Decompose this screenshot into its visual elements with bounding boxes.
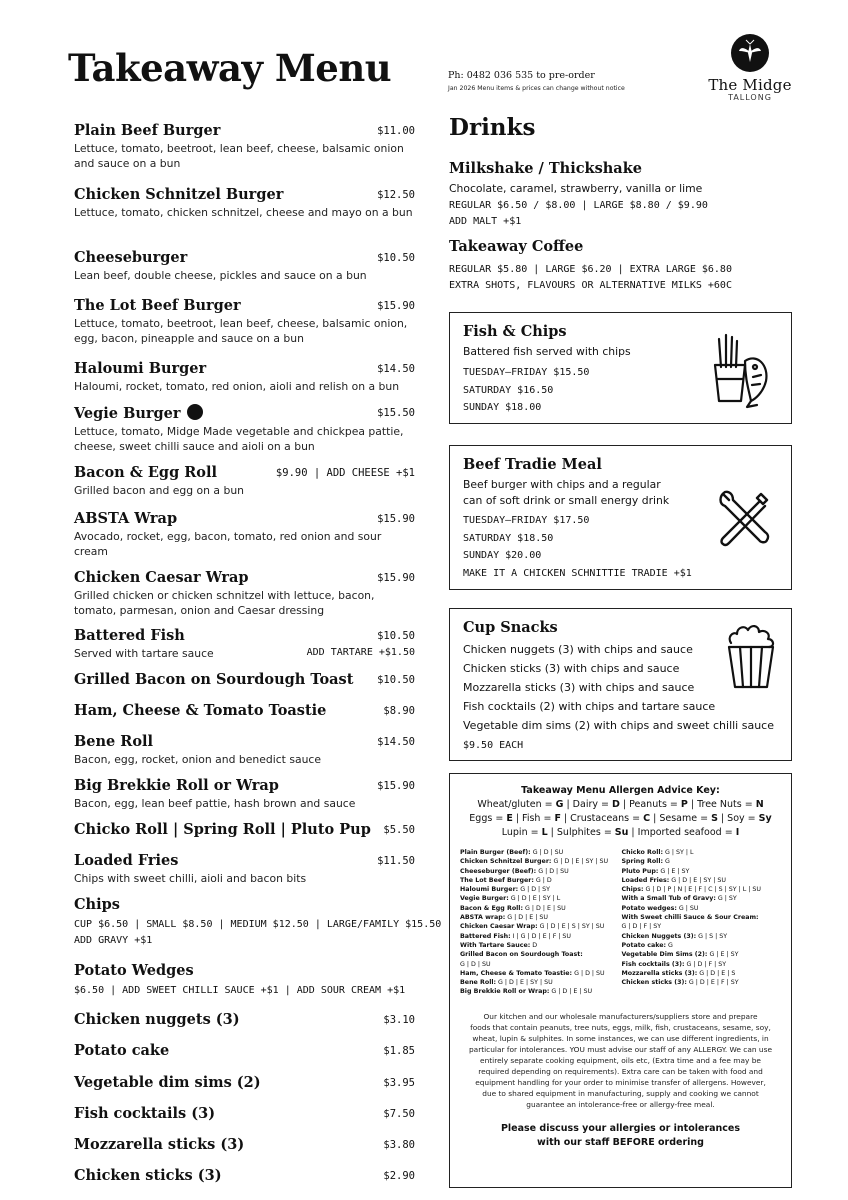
warning-line: with our staff BEFORE ordering bbox=[537, 1136, 704, 1148]
allergen-title: Takeaway Menu Allergen Advice Key: bbox=[521, 785, 720, 796]
allergen-row: Chicko Roll: G | SY | L bbox=[621, 849, 694, 856]
allergen-key-line: Wheat/gluten = G | Dairy = D | Peanuts = P | Tree Nuts = N bbox=[477, 799, 764, 810]
allergen-row: Spring Roll: G bbox=[621, 858, 670, 866]
item-name: Chicken nuggets (3) bbox=[74, 1011, 240, 1028]
allergen-key-line: Eggs = E | Fish = F | Crustaceans = C | Sesame = S | Soy = Sy bbox=[469, 813, 772, 824]
phone-number: Ph: 0482 036 535 to pre-order bbox=[448, 70, 595, 81]
fish-chips-box bbox=[449, 312, 792, 424]
item-addon-price: ADD TARTARE +$1.50 bbox=[306, 647, 415, 658]
item-name: The Lot Beef Burger bbox=[74, 297, 241, 314]
menu-item bbox=[74, 896, 442, 949]
menu-item bbox=[74, 1167, 436, 1185]
item-price: $9.90 | ADD CHEESE +$1 bbox=[275, 467, 415, 479]
item-name: Potato Wedges bbox=[74, 962, 194, 979]
item-price: $10.50 bbox=[377, 630, 415, 642]
item-description: Lettuce, tomato, chicken schnitzel, cheese and mayo on a bun bbox=[74, 206, 413, 219]
item-description: Lean beef, double cheese, pickles and sauce on a bun bbox=[74, 269, 367, 282]
item-name: Vegetable dim sims (2) bbox=[74, 1074, 261, 1091]
midge-logo-icon bbox=[731, 34, 769, 72]
drink-prices: REGULAR $5.80 | LARGE $6.20 | EXTRA LARGE $6.80 bbox=[449, 264, 732, 275]
notice-line: guarantee an intolerance-free or allergy-free meal. bbox=[526, 1099, 715, 1109]
item-name: Bene Roll bbox=[74, 733, 154, 750]
notice-line: wheat, lupin & sulphites. In some instances, we can use different ingredients, in bbox=[472, 1033, 769, 1043]
item-price: $2.90 bbox=[383, 1170, 415, 1182]
allergen-row: Potato cake: G bbox=[621, 941, 673, 949]
allergen-row: With a Small Tub of Gravy: G | SY bbox=[621, 895, 737, 903]
box-title: Fish & Chips bbox=[463, 323, 567, 340]
menu-item bbox=[74, 464, 436, 498]
notice-line: particular for intolerances. YOU must advise our staff of any ALLERGY. We can use bbox=[468, 1044, 773, 1054]
allergen-row: Bene Roll: G | D | E | SY | SU bbox=[460, 979, 553, 987]
allergen-row: Haloumi Burger: G | D | SY bbox=[460, 886, 551, 894]
snack-price: $9.50 EACH bbox=[463, 740, 524, 751]
item-description: Chips with sweet chilli, aioli and bacon bits bbox=[74, 872, 307, 885]
allergen-row: Chips: G | D | P | N | E | F | C | S | SY | L | SU bbox=[621, 886, 761, 894]
allergen-row: With Sweet chilli Sauce & Sour Cream: bbox=[621, 914, 759, 922]
box-description: Battered fish served with chips bbox=[463, 345, 631, 358]
item-price: $14.50 bbox=[377, 363, 415, 375]
price-line: SATURDAY $16.50 bbox=[463, 384, 554, 396]
allergen-row: Cheeseburger (Beef): G | D | SU bbox=[460, 867, 569, 875]
popcorn-icon bbox=[725, 623, 777, 693]
item-price: $5.50 bbox=[383, 824, 415, 836]
notice-line: equipment handling for your order to minimise transfer of allergens. However, bbox=[475, 1077, 766, 1087]
list-item: Mozzarella sticks (3) with chips and sauce bbox=[463, 681, 695, 694]
allergen-column-right bbox=[622, 848, 784, 997]
price-line: SUNDAY $20.00 bbox=[463, 550, 542, 561]
notice-line: foods that contain peanuts, tree nuts, eggs, milk, fish, crustaceans, sesame, soy, bbox=[470, 1022, 771, 1032]
allergen-row: Vegetable Dim Sims (2): G | E | SY bbox=[621, 951, 739, 959]
item-description: Served with tartare sauce bbox=[74, 647, 214, 660]
item-price: $3.80 bbox=[383, 1139, 415, 1151]
menu-item bbox=[74, 671, 436, 689]
item-description: Bacon, egg, rocket, onion and benedict sauce bbox=[74, 753, 322, 766]
logo-name: The Midge bbox=[708, 76, 792, 94]
warning-line: Please discuss your allergies or intolerances bbox=[500, 1122, 741, 1134]
item-price: $15.90 bbox=[377, 780, 415, 792]
menu-item bbox=[74, 1105, 436, 1123]
drink-description: Chocolate, caramel, strawberry, vanilla or lime bbox=[449, 182, 703, 195]
box-title: Cup Snacks bbox=[463, 619, 558, 636]
allergen-row: Chicken Schnitzel Burger: G | D | E | SY | SU bbox=[460, 858, 609, 866]
price-line: TUESDAY–FRIDAY $17.50 bbox=[463, 515, 590, 526]
allergen-row: With Tartare Sauce: D bbox=[460, 941, 538, 949]
item-price: $15.90 bbox=[377, 572, 415, 584]
vegie-leaf-icon bbox=[187, 404, 203, 420]
item-name: Mozzarella sticks (3) bbox=[74, 1136, 245, 1153]
allergen-row: Potato wedges: G | SU bbox=[621, 904, 699, 912]
item-description: Bacon, egg, lean beef pattie, hash brown and sauce bbox=[74, 797, 356, 810]
allergen-table bbox=[458, 848, 783, 997]
item-price-options: CUP $6.50 | SMALL $8.50 | MEDIUM $12.50 | LARGE/FAMILY $15.50 bbox=[74, 919, 442, 930]
price-line: MAKE IT A CHICKEN SCHNITTIE TRADIE +$1 bbox=[463, 567, 692, 579]
allergen-row: Bacon & Egg Roll: G | D | E | SU bbox=[460, 904, 566, 912]
allergen-key-line: Lupin = L | Sulphites = Su | Imported seafood = I bbox=[501, 827, 740, 838]
allergen-notice bbox=[458, 1011, 783, 1110]
menu-item bbox=[74, 360, 436, 394]
menu-item bbox=[74, 852, 436, 886]
item-name: Vegie Burger bbox=[74, 405, 181, 422]
menu-item bbox=[74, 297, 436, 346]
allergen-row: The Lot Beef Burger: G | D bbox=[460, 876, 552, 884]
tools-icon bbox=[715, 488, 773, 552]
item-price: $1.85 bbox=[383, 1045, 415, 1057]
item-description: Lettuce, tomato, beetroot, lean beef, cheese, balsamic onion, egg, bacon, pineapple and sauce on a bun bbox=[74, 317, 408, 345]
cup-snacks-box bbox=[449, 608, 792, 761]
list-item: Chicken nuggets (3) with chips and sauce bbox=[463, 643, 693, 656]
allergen-column-left bbox=[460, 848, 622, 997]
notice-line: due to shared equipment in manufacturing, supply and cooking we cannot bbox=[482, 1088, 759, 1098]
logo bbox=[700, 34, 800, 102]
item-name: Bacon & Egg Roll bbox=[74, 464, 217, 481]
drink-coffee bbox=[449, 238, 799, 294]
menu-item bbox=[74, 821, 436, 839]
drink-milkshake bbox=[449, 160, 799, 230]
item-price: $8.90 bbox=[383, 705, 415, 717]
allergen-row: Chicken Caesar Wrap: G | D | E | S | SY | SU bbox=[460, 923, 605, 931]
list-item: Chicken sticks (3) with chips and sauce bbox=[463, 662, 680, 675]
menu-item bbox=[74, 1011, 436, 1029]
notice-line: Our kitchen and our wholesale manufacturers/suppliers store and prepare bbox=[483, 1011, 758, 1021]
drink-addon: EXTRA SHOTS, FLAVOURS OR ALTERNATIVE MILKS +60C bbox=[449, 280, 732, 291]
item-name: Chips bbox=[74, 896, 120, 913]
item-name: Haloumi Burger bbox=[74, 360, 207, 377]
notice-line: required depending on requirements). Extra care can be taken with food and bbox=[478, 1066, 763, 1076]
menu-item bbox=[74, 962, 436, 999]
price-notice: Jan 2026 Menu items & prices can change without notice bbox=[448, 85, 625, 92]
item-name: Chicko Roll | Spring Roll | Pluto Pup bbox=[74, 821, 371, 838]
allergen-row: Plain Burger (Beef): G | D | SU bbox=[460, 849, 564, 856]
allergen-row: Chicken sticks (3): G | D | E | F | SY bbox=[621, 979, 739, 987]
item-price: $15.90 bbox=[377, 300, 415, 312]
menu-item bbox=[74, 404, 436, 454]
menu-item bbox=[74, 249, 436, 283]
menu-item bbox=[74, 1074, 436, 1092]
allergen-row: Pluto Pup: G | E | SY bbox=[621, 867, 690, 875]
item-name: Fish cocktails (3) bbox=[74, 1105, 216, 1122]
item-price: $3.10 bbox=[383, 1014, 415, 1026]
item-price: $15.50 bbox=[377, 407, 415, 419]
drink-name: Milkshake / Thickshake bbox=[449, 160, 642, 177]
drinks-heading: Drinks bbox=[449, 114, 536, 141]
menu-item bbox=[74, 777, 436, 811]
allergen-row: Grilled Bacon on Sourdough Toast: bbox=[460, 951, 583, 959]
allergen-advice-box bbox=[449, 773, 792, 1188]
allergen-row: Fish cocktails (3): G | D | F | SY bbox=[621, 960, 727, 968]
item-price: $10.50 bbox=[377, 252, 415, 264]
allergen-row: Battered Fish: I | G | D | E | F | SU bbox=[460, 932, 572, 940]
item-name: Cheeseburger bbox=[74, 249, 188, 266]
item-price: $3.95 bbox=[383, 1077, 415, 1089]
item-price: $12.50 bbox=[377, 189, 415, 201]
box-description: can of soft drink or small energy drink bbox=[463, 494, 670, 507]
menu-item bbox=[74, 510, 436, 559]
item-price: $7.50 bbox=[383, 1108, 415, 1120]
menu-item bbox=[74, 702, 436, 720]
item-price: $15.90 bbox=[377, 513, 415, 525]
item-name: Plain Beef Burger bbox=[74, 122, 221, 139]
box-description: Beef burger with chips and a regular bbox=[463, 478, 661, 491]
notice-line: entirely separate cooking equipment, oils etc, (Extra time and a fee may be bbox=[480, 1055, 761, 1065]
menu-item bbox=[74, 122, 436, 171]
list-item: Fish cocktails (2) with chips and tartare sauce bbox=[463, 700, 716, 713]
item-description: Grilled chicken or chicken schnitzel with lettuce, bacon, tomato, parmesan, onion and Caesar dressing bbox=[74, 589, 375, 617]
item-name: Chicken Schnitzel Burger bbox=[74, 186, 284, 203]
item-description: Grilled bacon and egg on a bun bbox=[74, 484, 245, 497]
item-description: Lettuce, tomato, Midge Made vegetable and chickpea pattie, cheese, sweet chilli sauce and aioli on a bun bbox=[74, 425, 404, 453]
item-name: Potato cake bbox=[74, 1042, 170, 1059]
allergen-row: Ham, Cheese & Tomato Toastie: G | D | SU bbox=[460, 969, 605, 977]
price-line: TUESDAY–FRIDAY $15.50 bbox=[463, 367, 590, 378]
drink-name: Takeaway Coffee bbox=[449, 238, 584, 255]
allergen-row: G | D | F | SY bbox=[621, 923, 662, 931]
item-description: Lettuce, tomato, beetroot, lean beef, cheese, balsamic onion and sauce on a bun bbox=[74, 142, 404, 170]
item-name: Big Brekkie Roll or Wrap bbox=[74, 777, 279, 794]
item-name: Battered Fish bbox=[74, 627, 185, 644]
item-name: Loaded Fries bbox=[74, 852, 179, 869]
fish-and-chips-icon bbox=[711, 331, 775, 413]
item-description: Haloumi, rocket, tomato, red onion, aioli and relish on a bun bbox=[74, 380, 400, 393]
drink-prices: REGULAR $6.50 / $8.00 | LARGE $8.80 / $9.90 bbox=[449, 200, 708, 211]
item-price: $14.50 bbox=[377, 736, 415, 748]
allergen-row: G | D | SU bbox=[460, 960, 491, 968]
price-line: SATURDAY $18.50 bbox=[463, 532, 554, 544]
item-name: Grilled Bacon on Sourdough Toast bbox=[74, 671, 354, 688]
list-item: Vegetable dim sims (2) with chips and sweet chilli sauce bbox=[463, 719, 774, 732]
allergen-row: Mozzarella sticks (3): G | D | E | S bbox=[621, 969, 736, 977]
item-price: $10.50 bbox=[377, 674, 415, 686]
menu-item bbox=[74, 733, 436, 767]
menu-item bbox=[74, 1042, 436, 1060]
allergen-row: Chicken Nuggets (3): G | S | SY bbox=[621, 932, 728, 940]
allergen-warning bbox=[458, 1122, 783, 1150]
item-price-options: $6.50 | ADD SWEET CHILLI SAUCE +$1 | ADD SOUR CREAM +$1 bbox=[74, 985, 406, 996]
beef-tradie-box bbox=[449, 445, 792, 590]
box-title: Beef Tradie Meal bbox=[463, 456, 602, 473]
allergen-row: Big Brekkie Roll or Wrap: G | D | E | SU bbox=[460, 988, 593, 996]
item-name: Ham, Cheese & Tomato Toastie bbox=[74, 702, 327, 719]
item-description: Avocado, rocket, egg, bacon, tomato, red onion and sour cream bbox=[74, 530, 382, 558]
allergen-row: ABSTA wrap: G | D | E | SU bbox=[460, 914, 548, 922]
item-price: $11.00 bbox=[377, 125, 415, 137]
menu-item bbox=[74, 569, 436, 618]
menu-item bbox=[74, 1136, 436, 1154]
drink-addon: ADD MALT +$1 bbox=[449, 216, 522, 227]
item-name: ABSTA Wrap bbox=[74, 510, 178, 527]
item-addon-price: ADD GRAVY +$1 bbox=[74, 935, 153, 946]
page-title: Takeaway Menu bbox=[68, 46, 392, 90]
allergen-row: Vegie Burger: G | D | E | SY | L bbox=[460, 895, 561, 903]
item-name: Chicken Caesar Wrap bbox=[74, 569, 249, 586]
logo-location: TALLONG bbox=[728, 93, 772, 102]
menu-item bbox=[74, 627, 436, 661]
item-price: $11.50 bbox=[377, 855, 415, 867]
menu-item bbox=[74, 186, 436, 220]
item-name: Chicken sticks (3) bbox=[74, 1167, 222, 1184]
price-line: SUNDAY $18.00 bbox=[463, 402, 542, 413]
allergen-row: Loaded Fries: G | D | E | SY | SU bbox=[621, 876, 726, 884]
